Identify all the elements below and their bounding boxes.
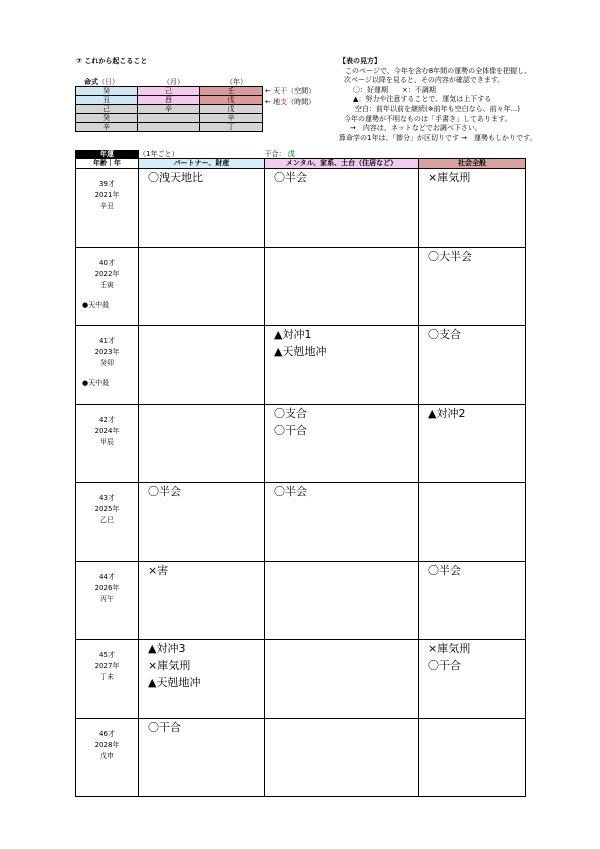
social-cell <box>419 326 526 405</box>
year-row <box>76 640 526 719</box>
meishiki-cell: 癸 <box>76 114 138 123</box>
fortune-entry: 〇半会 <box>148 485 181 498</box>
meishiki-year-header: （年） <box>226 78 247 86</box>
social-cell <box>419 169 526 248</box>
age-cell-age: 40才 <box>99 258 115 267</box>
meishiki-cell: 壬 <box>200 87 263 96</box>
legend-line: → 内容は、ネットなどでお調べ下さい。 <box>350 124 482 133</box>
fortune-entry: 〇大半会 <box>428 249 472 263</box>
age-cell-year: 2021年 <box>94 191 120 199</box>
tenchusatsu-mark: ●天中殺 <box>82 379 110 387</box>
partner-cell <box>139 718 265 797</box>
legend-line: 今年の運勢が不明なものは「手書き」してあります。 <box>344 114 512 123</box>
year-row <box>76 483 526 562</box>
age-cell <box>76 247 139 326</box>
age-cell <box>76 718 139 797</box>
header-spacer <box>419 151 526 159</box>
chishi-label: ← 地支（時間） <box>265 98 316 106</box>
mental-cell <box>265 404 419 483</box>
mental-cell <box>265 561 419 640</box>
legend-line: ▲：努力や注意することで、運気は上下する <box>353 95 492 104</box>
meishiki-cell: 癸 <box>76 87 138 96</box>
meishiki-month-header: （月） <box>163 78 184 86</box>
fortune-entry: 〇干合 <box>428 659 461 672</box>
legend-line: このページで、今年を含む8年間の運勢の全体像を把握し、 <box>345 66 532 75</box>
mental-cell <box>265 326 419 405</box>
col-social-header: 社会全般 <box>419 159 526 169</box>
fortune-entry: ▲天剋地冲 <box>148 676 201 689</box>
fortune-entry: ×害 <box>148 563 169 577</box>
mental-cell <box>265 718 419 797</box>
legend-line: 〇：好運期 ×：不調期 <box>353 85 436 94</box>
meishiki-cell: 戊 <box>200 105 263 114</box>
year-row <box>76 326 526 405</box>
legend-line: 次ページ以降を見ると、その内容が確認できます。 <box>344 76 505 85</box>
col-partner-header: パートナー、財産 <box>139 159 265 169</box>
age-cell-year: 2023年 <box>94 348 120 356</box>
age-cell <box>76 404 139 483</box>
fortune-entry: 〇半会 <box>428 563 461 577</box>
col-mental-header: メンタル、家系、土台（住居など） <box>265 159 419 169</box>
partner-cell <box>139 483 265 562</box>
mental-cell <box>265 247 419 326</box>
fortune-entry: ▲天剋地冲 <box>274 345 327 358</box>
fortune-entry: 〇支合 <box>274 406 307 420</box>
meishiki-cell: 辛 <box>138 105 200 114</box>
age-cell-kanshi: 癸卯 <box>100 359 114 367</box>
year-row <box>76 561 526 640</box>
meishiki-label: 命式（日） <box>84 78 119 86</box>
social-cell <box>419 640 526 719</box>
age-cell <box>76 640 139 719</box>
fortune-entry: 〇半会 <box>274 171 307 184</box>
social-cell <box>419 247 526 326</box>
fortune-entry: ▲対冲3 <box>148 642 186 655</box>
meishiki-cell: 丁 <box>200 123 263 132</box>
social-cell <box>419 718 526 797</box>
legend <box>339 57 579 143</box>
social-cell <box>419 561 526 640</box>
meishiki-cell: 辛 <box>200 114 263 123</box>
age-cell-kanshi: 丁未 <box>100 673 114 681</box>
age-cell-kanshi: 乙巳 <box>100 516 114 524</box>
year-row <box>76 718 526 797</box>
age-cell-year: 2027年 <box>94 662 120 670</box>
fortune-entry: 〇干合 <box>148 720 181 734</box>
partner-cell <box>139 169 265 248</box>
partner-cell <box>139 326 265 405</box>
age-cell-year: 2028年 <box>94 740 120 749</box>
partner-cell <box>139 640 265 719</box>
age-cell-age: 39才 <box>99 180 115 188</box>
age-cell-age: 41才 <box>99 337 115 345</box>
legend-line: 空白：前年以前を継続(※前年も空白なら、前々年...) <box>355 104 521 113</box>
fortune-entry: 〇支合 <box>428 328 461 341</box>
year-row <box>76 404 526 483</box>
age-cell-year: 2024年 <box>94 426 120 435</box>
age-cell-kanshi: 壬寅 <box>100 280 114 289</box>
age-cell-age: 43才 <box>99 494 115 502</box>
meishiki-cell <box>138 123 200 132</box>
meishiki-cell: 戌 <box>200 96 263 105</box>
age-cell-kanshi: 辛丑 <box>100 202 114 210</box>
fortune-table <box>75 150 526 797</box>
legend-title: 【表の見方】 <box>339 57 381 65</box>
age-cell <box>76 561 139 640</box>
age-cell-year: 2026年 <box>94 583 120 592</box>
tenchusatsu-mark: ●天中殺 <box>82 300 110 309</box>
meishiki-cell: 辛 <box>76 123 138 132</box>
year-row <box>76 169 526 248</box>
age-cell-kanshi: 戊申 <box>100 751 114 760</box>
fortune-entry: 〇干合 <box>274 423 307 437</box>
section-title: ⑦ これから起こること <box>76 57 148 65</box>
age-cell-age: 42才 <box>99 415 115 424</box>
mental-cell <box>265 640 419 719</box>
age-cell <box>76 169 139 248</box>
nenun-header: 年運 <box>76 151 139 159</box>
meishiki-table <box>75 86 263 132</box>
age-cell <box>76 326 139 405</box>
age-cell-kanshi: 甲辰 <box>100 437 114 446</box>
meishiki-cell: 己 <box>76 105 138 114</box>
kango-header: 干合： 戊 <box>265 151 419 159</box>
fortune-entry: 〇洩天地比 <box>148 171 203 184</box>
tenkan-label: ← 天干（空間） <box>265 87 316 95</box>
fortune-entry: 〇半会 <box>274 485 307 498</box>
nenun-note: （1年ごと） <box>139 151 265 159</box>
fortune-entry: ×庫気刑 <box>428 642 471 655</box>
age-cell-age: 45才 <box>99 651 115 659</box>
fortune-entry: ▲対冲1 <box>274 328 312 341</box>
partner-cell <box>139 561 265 640</box>
col-age-header: 年齢｜年 <box>76 159 139 169</box>
fortune-body <box>76 169 526 797</box>
age-cell-kanshi: 丙午 <box>100 594 114 603</box>
social-cell <box>419 483 526 562</box>
age-cell-year: 2025年 <box>94 505 120 513</box>
mental-cell <box>265 483 419 562</box>
meishiki-cell: 己 <box>138 87 200 96</box>
social-cell <box>419 404 526 483</box>
meishiki-cell <box>138 114 200 123</box>
age-cell <box>76 483 139 562</box>
mental-cell <box>265 169 419 248</box>
meishiki-cell: 酉 <box>138 96 200 105</box>
age-cell-age: 44才 <box>99 572 115 581</box>
fortune-entry: ×庫気刑 <box>428 171 471 184</box>
year-row <box>76 247 526 326</box>
partner-cell <box>139 404 265 483</box>
age-cell-age: 46才 <box>99 729 115 738</box>
fortune-entry: ▲対冲2 <box>428 406 466 420</box>
partner-cell <box>139 247 265 326</box>
age-cell-year: 2022年 <box>94 269 120 278</box>
legend-line: 算命学の1年は、「節分」が区切りです → 運勢もしかりです。 <box>339 133 537 142</box>
fortune-entry: ×庫気刑 <box>148 659 191 672</box>
meishiki-cell: 丑 <box>76 96 138 105</box>
